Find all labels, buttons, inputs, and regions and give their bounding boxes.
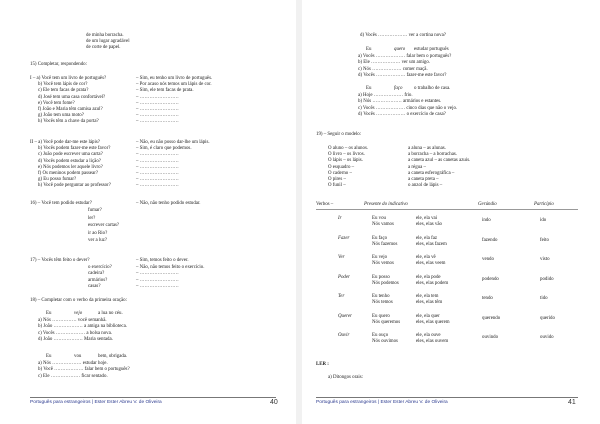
drill-item: ver a luz? [88, 238, 108, 243]
model-pronoun: Eu [46, 311, 52, 316]
fill-item: a) Hoje ……………… frio. [358, 93, 413, 98]
page-footer: Português para estrangeiros | Ester Ester Abreu V. de Oliveira [316, 400, 448, 405]
drill-item: o exercício? [88, 264, 112, 270]
drill-item: armários? [88, 277, 108, 283]
model-verb: vou [74, 354, 82, 359]
fill-item: c) Vocês ……………… a bolsa nova. [38, 330, 112, 336]
question-line: b) Você tem lápis de cor? [38, 82, 88, 88]
model-left: O caderno – [328, 170, 352, 176]
model-verb: quero [394, 47, 406, 52]
conj-first-singular: Eu ouço [372, 333, 389, 338]
fill-item: c) Vocês ……………… cinco dias que não o vejo. [358, 105, 458, 111]
fill-item: d) Vocês ……………… ver a cortina nova? [360, 33, 446, 38]
model-left: O funil – [328, 183, 346, 189]
exercise-title-16: 16) – Você tem podido estudar? [30, 201, 92, 206]
gerund: vendo [482, 257, 494, 262]
model-left: O aluno – os alunos. [328, 146, 369, 151]
question-line: g) Eu posso fumar? [38, 177, 77, 183]
fill-item: b) João ……………… a amiga na biblioteca. [38, 324, 127, 330]
table-header: Presente do indicativo [364, 202, 408, 207]
gerund: querendo [482, 315, 501, 321]
conj-first-plural: Nós vemos [372, 261, 394, 266]
ler-label: LER : [316, 362, 329, 367]
verb-name: Querer [338, 313, 352, 319]
answer-line: – Não, não tenho podido estudar. [136, 201, 201, 206]
conj-third-plural: eles, elas vão [416, 222, 442, 227]
conj-third-plural: eles, elas ouvem [416, 339, 449, 344]
model-right: a caneta esferográfica – [408, 170, 455, 176]
fill-item: d) Vocês ……………… o exercício de casa? [358, 111, 446, 117]
conj-first-singular: Eu vou [372, 216, 386, 221]
participle: feito [540, 237, 549, 243]
model-rest: estudar português [414, 47, 449, 52]
fill-item: c) Nós ……………… comer maçã. [358, 66, 428, 72]
drill-item: cadeira? [88, 271, 105, 276]
fill-item: b) Você ……………… falar bem o português? [38, 367, 130, 373]
exercise-title-15: 15) Completar, respondendo: [30, 62, 87, 67]
question-line: d) José tem uma casa confortável? [38, 94, 106, 100]
conj-third-singular: ele, ela ouve [416, 333, 441, 338]
verb-name: Ouvir [338, 333, 350, 338]
question-line: e) Nós podemos ler aquele livro? [38, 164, 103, 170]
answer-line: – …………………… [136, 94, 179, 100]
question-line: h) Vocês têm a chave da porta? [38, 119, 99, 125]
conj-third-singular: ele, ela faz [416, 235, 438, 241]
footer-rule [316, 397, 578, 398]
footer-rule [30, 397, 276, 398]
right-page [302, 0, 600, 424]
drill-item: escrever cartas? [88, 223, 120, 228]
fill-item: d) Vocês ……………… fazer-me este favor? [358, 72, 447, 78]
model-pronoun: Eu [366, 86, 372, 91]
table-header-rule [316, 209, 578, 210]
conj-third-plural: eles, elas podem [416, 280, 449, 286]
answer-line: – …………………… [136, 171, 179, 176]
question-line: c) Ele tem facas de prata? [38, 88, 89, 94]
conj-first-singular: Eu vejo [372, 255, 388, 260]
answer-line: – Não, não temos feito o exercício. [136, 264, 205, 270]
model-pronoun: Eu [46, 354, 52, 359]
answer-line: – …………………… [136, 119, 179, 125]
answer-line: – …………………… [136, 284, 179, 289]
conj-third-singular: ele, ela vê [416, 255, 436, 260]
fill-item: a) Vocês ……………… falar bem o português? [358, 54, 452, 59]
conj-third-plural: eles, elas veem [416, 261, 446, 266]
model-left: O lápis – os lápis. [328, 158, 363, 164]
conj-third-plural: eles, elas têm [416, 300, 443, 305]
conj-first-singular: Eu quero [372, 313, 390, 319]
page-footer: Português para estrangeiros | Ester Ester Abreu V. de Oliveira [30, 400, 162, 405]
model-rest: a lua no céu. [98, 311, 123, 316]
verb-name: Poder [338, 274, 350, 280]
question-line: f) João e Maria têm camisa azul? [38, 107, 103, 112]
answer-line: – Sim, ele tem facas de prata. [136, 88, 194, 94]
conj-third-plural: eles, elas fazem [416, 241, 447, 247]
conj-third-singular: ele, ela vai [416, 216, 438, 221]
conj-first-singular: Eu posso [372, 274, 390, 280]
question-line: b) Vocês podem fazer-me este favor? [38, 146, 111, 152]
verb-name: Ir [338, 216, 342, 221]
model-verb: vejo [74, 311, 83, 316]
model-right: a caneta azul – as canetas azuis. [408, 158, 471, 164]
fill-item: c) Ele ……………… ficar sentado. [38, 373, 108, 379]
conj-third-plural: eles, elas querem [416, 319, 450, 325]
ler-item: a) Ditongos orais: [328, 375, 364, 380]
answer-line: – …………………… [136, 277, 179, 283]
drill-item: ler? [88, 215, 96, 221]
participle: querido [540, 315, 555, 321]
verb-name: Ter [338, 294, 345, 299]
drill-item: ir ao Rio? [88, 230, 108, 236]
conj-first-plural: Nós ouvimos [372, 339, 398, 344]
top-line: de corte de papel. [86, 45, 121, 50]
participle: visto [540, 257, 550, 262]
gerund: tendo [482, 296, 493, 301]
model-verb: faço [394, 86, 403, 91]
answer-line: – …………………… [136, 107, 179, 112]
gerund: podendo [482, 276, 499, 282]
model-right: a aluna – as alunas. [408, 146, 446, 151]
top-line: de um lugar agradável [86, 39, 130, 44]
answer-line: – Sim, temos feito o dever. [136, 258, 189, 263]
model-rest: bem, obrigada. [98, 354, 128, 359]
question-line: f) Os meninos podem passear? [38, 171, 99, 176]
exercise-title-17: 17) – Vocês têm feito o dever? [30, 258, 90, 263]
page-number: 41 [568, 399, 576, 406]
model-right: a caneta preta – [408, 177, 439, 182]
gerund: ouvindo [482, 335, 499, 340]
model-left: O pires – [328, 177, 346, 182]
question-line: I – a) Você tem um livro de português? [30, 76, 107, 81]
answer-line: – Sim, eu tenho um livro de português. [136, 76, 213, 81]
model-right: o anzol de lápis – [408, 183, 443, 189]
question-line: d) Vocês podem estudar a lição? [38, 158, 101, 164]
conj-first-singular: Eu tenho [372, 294, 390, 299]
conj-first-plural: Nós podemos [372, 280, 399, 286]
answer-line: – …………………… [136, 177, 179, 183]
model-right: a borracha – a borrachas. [408, 152, 458, 158]
model-left: O esquadro – [328, 164, 355, 170]
fill-item: b) Ele ……………… ver um amigo. [358, 60, 430, 66]
participle: ido [540, 218, 547, 223]
model-right: a régua – [408, 164, 426, 170]
participle: podido [540, 276, 554, 282]
left-page [0, 0, 296, 424]
verb-name: Fazer [338, 235, 350, 241]
model-left: O livro – os livros. [328, 152, 365, 158]
answer-line: – Não, eu não posso dar-lhe um lápis. [136, 140, 210, 145]
model-rest: o trabalho de casa. [414, 86, 451, 91]
model-pronoun: Eu [366, 47, 372, 52]
fill-item: a) Nós ……………… estudar hoje. [38, 361, 108, 366]
exercise-title-18: 18) – Completar com o verbo da primeira oração: [30, 298, 127, 303]
question-line: II – a) Você pode dar-me este lápis? [30, 140, 100, 145]
answer-line: – …………………… [136, 152, 179, 158]
question-line: e) Você tem fome? [38, 100, 75, 106]
drill-item: fumar? [88, 208, 102, 213]
conj-first-plural: Nós temos [372, 300, 393, 305]
conj-first-plural: Nós vamos [372, 222, 394, 227]
answer-line: – Sim, é claro que podemos. [136, 146, 192, 152]
fill-item: a) Nós …………… você semanhã. [38, 318, 107, 323]
conj-third-singular: ele, ela pode [416, 274, 441, 280]
table-header: Verbos – [316, 202, 334, 207]
participle: ouvido [540, 335, 554, 340]
fill-item: d) João ……………… Maria sentada. [38, 336, 113, 342]
gerund: fazendo [482, 237, 498, 243]
gerund: indo [482, 218, 491, 223]
top-line: de minha borracha. [86, 33, 124, 38]
answer-line: – …………………… [136, 164, 179, 170]
answer-line: – …………………… [136, 271, 179, 276]
conj-third-singular: ele, ela tem [416, 294, 439, 299]
conj-first-singular: Eu faço [372, 235, 388, 241]
question-line: g) João tem uma moto? [38, 113, 84, 119]
answer-line: – …………………… [136, 158, 179, 164]
drill-item: casas? [88, 284, 101, 289]
question-line: h) Você pode perguntar ao professor? [38, 183, 111, 189]
fill-item: b) Nós ……………… armários e estantes. [358, 99, 442, 105]
answer-line: – …………………… [136, 183, 179, 189]
exercise-title-19: 19) – Seguir o modelo: [316, 132, 362, 137]
table-header: Gerúndio [478, 202, 497, 207]
participle: tido [540, 296, 548, 301]
answer-line: – Por acaso nós temos um lápis de cor. [136, 82, 212, 88]
conj-third-singular: ele, ela quer [416, 313, 440, 319]
conj-first-plural: Nós queremos [372, 319, 401, 325]
verb-name: Ver [338, 255, 345, 260]
answer-line: – …………………… [136, 100, 179, 106]
question-line: c) João pode escrever uma carta? [38, 152, 103, 158]
conj-first-plural: Nós fazemos [372, 241, 398, 247]
answer-line: – …………………… [136, 113, 179, 119]
page-number: 40 [270, 399, 278, 406]
table-header: Particípio [534, 202, 554, 207]
